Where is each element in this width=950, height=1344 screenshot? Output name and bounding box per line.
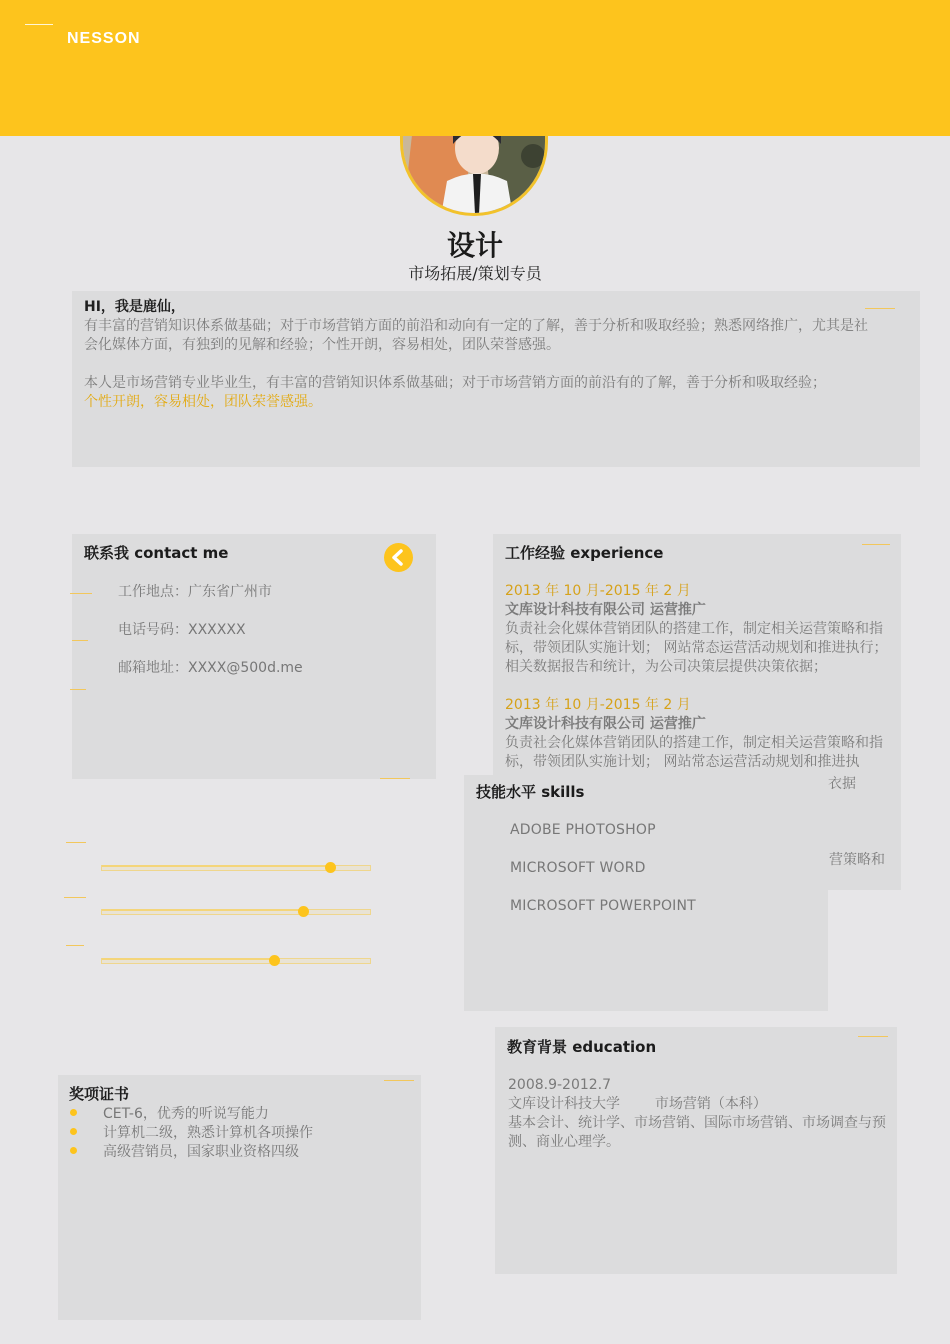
bullet-icon	[70, 1147, 77, 1154]
skill-name: ADOBE PHOTOSHOP	[510, 822, 656, 838]
skill-level-knob[interactable]	[298, 906, 309, 917]
decoration-line	[70, 689, 86, 690]
education-period: 2008.9-2012.7	[508, 1077, 612, 1093]
decoration-line	[384, 1080, 414, 1081]
profile-name: 设计	[446, 229, 503, 262]
experience-item	[505, 696, 893, 772]
experience-desc: 负责社会化媒体营销团队的搭建工作，制定相关运营策略和指标，带领团队实施计划； 网站常态运营活动规划和推进执行； 相关数据报告和统计，为公司决策层提供决策依据；	[505, 621, 888, 675]
contact-address: 工作地点：广东省广州市	[118, 584, 272, 600]
award-item	[70, 1122, 313, 1142]
skill-level-fill	[102, 865, 330, 867]
experience-item	[505, 582, 893, 677]
skill-name: MICROSOFT WORD	[510, 860, 646, 876]
award-text: CET-6，优秀的听说写能力	[103, 1106, 269, 1122]
decoration-line	[64, 897, 86, 898]
back-button[interactable]	[384, 543, 413, 572]
experience-date: 2013 年 10 月-2015 年 2 月	[505, 583, 691, 599]
experience-title: 工作经验 experience	[505, 544, 664, 562]
decoration-line	[380, 778, 410, 779]
experience-desc: 负责社会化媒体营销团队的搭建工作，制定相关运营策略和指标，带领团队实施计划； 网站常态运营活动规划和推进执	[505, 735, 883, 770]
skill-level-bar	[101, 958, 371, 964]
decoration-line	[66, 842, 86, 843]
intro-text	[84, 298, 874, 412]
brand-logo: NESSON	[67, 30, 141, 47]
bullet-icon	[70, 1128, 77, 1135]
education-school: 文库设计科技大学	[508, 1096, 620, 1112]
contact-phone: 电话号码：XXXXXX	[118, 622, 246, 638]
experience-overflow-text: 衣据	[828, 776, 856, 792]
experience-company: 文库设计科技有限公司 运营推广	[505, 602, 706, 618]
experience-date: 2013 年 10 月-2015 年 2 月	[505, 697, 691, 713]
awards-title: 奖项证书	[69, 1085, 130, 1103]
skill-level-knob[interactable]	[269, 955, 280, 966]
bullet-icon	[70, 1109, 77, 1116]
experience-company: 文库设计科技有限公司 运营推广	[505, 716, 706, 732]
contact-email[interactable]: 邮箱地址：XXXX@500d.me	[118, 660, 303, 676]
skill-level-fill	[102, 909, 303, 911]
intro-paragraph-1: 有丰富的营销知识体系做基础；对于市场营销方面的前沿和动向有一定的了解，善于分析和吸取经验；熟悉网络推广，尤其是社会化媒体方面，有独到的见解和经验；个性开朗，容易相处，团队荣誉感强。	[84, 318, 868, 353]
decoration-line	[72, 640, 88, 641]
intro-paragraph-2: 本人是市场营销专业毕业生，有丰富的营销知识体系做基础；对于市场营销方面的前沿有的了解，善于分析和吸取经验；	[84, 375, 826, 391]
decoration-line	[858, 1036, 888, 1037]
contact-title: 联系我 contact me	[84, 544, 229, 562]
decoration-line	[862, 544, 890, 545]
award-text: 高级营销员，国家职业资格四级	[103, 1144, 299, 1160]
skill-level-fill	[102, 958, 274, 960]
education-title: 教育背景 education	[507, 1038, 657, 1056]
award-text: 计算机二级，熟悉计算机各项操作	[103, 1125, 313, 1141]
skill-level-bar	[101, 909, 371, 915]
experience-overflow-text: 营策略和	[829, 852, 885, 868]
profile-role: 市场拓展/策划专员	[408, 264, 542, 283]
intro-greeting: HI，我是鹿仙，	[84, 299, 185, 315]
skills-panel	[464, 775, 828, 1011]
education-courses: 基本会计、统计学、市场营销、国际市场营销、市场调查与预测、商业心理学。	[508, 1115, 886, 1150]
decoration-line	[70, 593, 92, 594]
skills-title: 技能水平 skills	[476, 783, 585, 801]
award-item	[70, 1103, 269, 1123]
decoration-line	[66, 945, 84, 946]
chevron-left-icon	[384, 543, 413, 572]
education-major: 市场营销（本科）	[654, 1096, 767, 1112]
intro-highlight: 个性开朗，容易相处，团队荣誉感强。	[84, 394, 322, 410]
award-item	[70, 1141, 299, 1161]
education-details	[508, 1076, 888, 1152]
header-bar	[0, 0, 950, 136]
skill-name: MICROSOFT POWERPOINT	[510, 898, 696, 914]
brand-decoration	[25, 24, 53, 25]
skill-level-bar	[101, 865, 371, 871]
skill-level-knob[interactable]	[325, 862, 336, 873]
